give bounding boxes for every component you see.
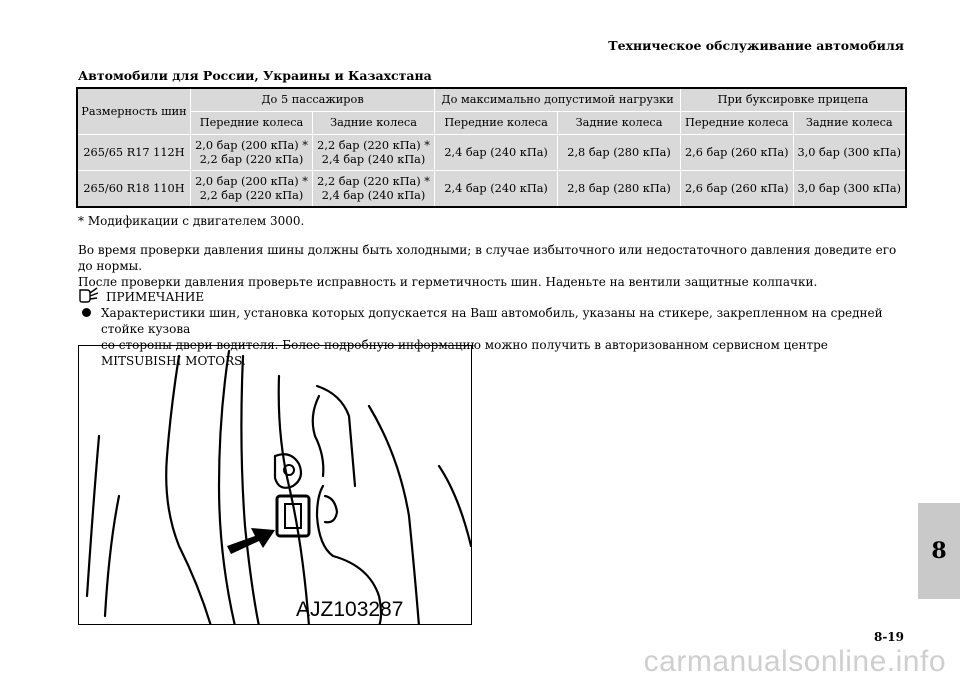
pressure-instructions (78, 242, 908, 290)
tire-size-cell: 265/65 R17 112H (77, 135, 191, 171)
pressure-cell: 2,4 бар (240 кПа) (435, 171, 558, 208)
section-title: Автомобили для России, Украины и Казахстана (78, 68, 432, 83)
watermark: carmanualsonline.info (643, 645, 946, 678)
subheader-front: Передние колеса (435, 112, 558, 135)
pressure-value: 2,2 бар (220 кПа) * (317, 174, 430, 188)
table-row (77, 135, 906, 171)
b-pillar-drawing (79, 346, 472, 625)
instruction-line: После проверки давления проверьте исправность и герметичность шин. Наденьте на вентили защитные колпачки. (78, 275, 818, 289)
pressure-cell: 2,6 бар (260 кПа) (681, 171, 793, 208)
arrow-icon (227, 528, 275, 554)
pressure-cell (191, 171, 313, 208)
bullet-icon (82, 308, 91, 317)
pressure-cell: 3,0 бар (300 кПа) (793, 171, 906, 208)
note-heading-label: ПРИМЕЧАНИЕ (106, 289, 205, 304)
note-hand-icon (78, 286, 100, 307)
subheader-rear: Задние колеса (558, 112, 681, 135)
subheader-rear: Задние колеса (793, 112, 906, 135)
note-heading (78, 286, 204, 307)
tire-size-header: Размерность шин (77, 88, 191, 135)
pressure-value: 2,4 бар (240 кПа) (321, 152, 426, 166)
pressure-value: 2,2 бар (220 кПа) (199, 188, 304, 202)
running-header: Техническое обслуживание автомобиля (608, 38, 904, 53)
pressure-value: 2,0 бар (200 кПа) * (195, 138, 308, 152)
pressure-cell: 2,8 бар (280 кПа) (558, 171, 681, 208)
pressure-cell: 2,6 бар (260 кПа) (681, 135, 793, 171)
subheader-front: Передние колеса (191, 112, 313, 135)
instruction-line: Во время проверки давления шины должны быть холодными; в случае избыточного или недостаточного давления доведите его до нормы. (78, 243, 897, 273)
subheader-front: Передние колеса (681, 112, 793, 135)
pressure-value: 2,0 бар (200 кПа) * (195, 174, 308, 188)
tire-pressure-table (76, 87, 907, 208)
note-line: со стороны двери водителя. Более подробную информацию можно получить в авторизованном сервисном центре MITSUBISHI MOTORS. (101, 338, 828, 368)
pressure-cell (191, 135, 313, 171)
footnote: * Модификации с двигателем 3000. (78, 214, 305, 228)
pressure-value: 2,2 бар (220 кПа) (199, 152, 304, 166)
pressure-value: 2,4 бар (240 кПа) (321, 188, 426, 202)
chapter-tab[interactable]: 8 (918, 503, 960, 599)
pressure-cell (313, 135, 435, 171)
pressure-cell: 2,8 бар (280 кПа) (558, 135, 681, 171)
table-row (77, 171, 906, 208)
group-header-towing: При буксировке прицепа (681, 88, 906, 112)
pressure-cell: 3,0 бар (300 кПа) (793, 135, 906, 171)
group-header-5-passengers: До 5 пассажиров (191, 88, 435, 112)
group-header-max-load: До максимально допустимой нагрузки (435, 88, 681, 112)
note-line: Характеристики шин, установка которых допускается на Ваш автомобиль, указаны на стикере, закрепленном на средней стойке кузова (101, 306, 883, 336)
pressure-cell: 2,4 бар (240 кПа) (435, 135, 558, 171)
tire-size-cell: 265/60 R18 110H (77, 171, 191, 208)
page-number: 8-19 (873, 630, 904, 644)
pressure-value: 2,2 бар (220 кПа) * (317, 138, 430, 152)
subheader-rear: Задние колеса (313, 112, 435, 135)
door-pillar-illustration (78, 345, 472, 625)
pressure-cell (313, 171, 435, 208)
figure-code: AJZ103287 (296, 598, 404, 621)
